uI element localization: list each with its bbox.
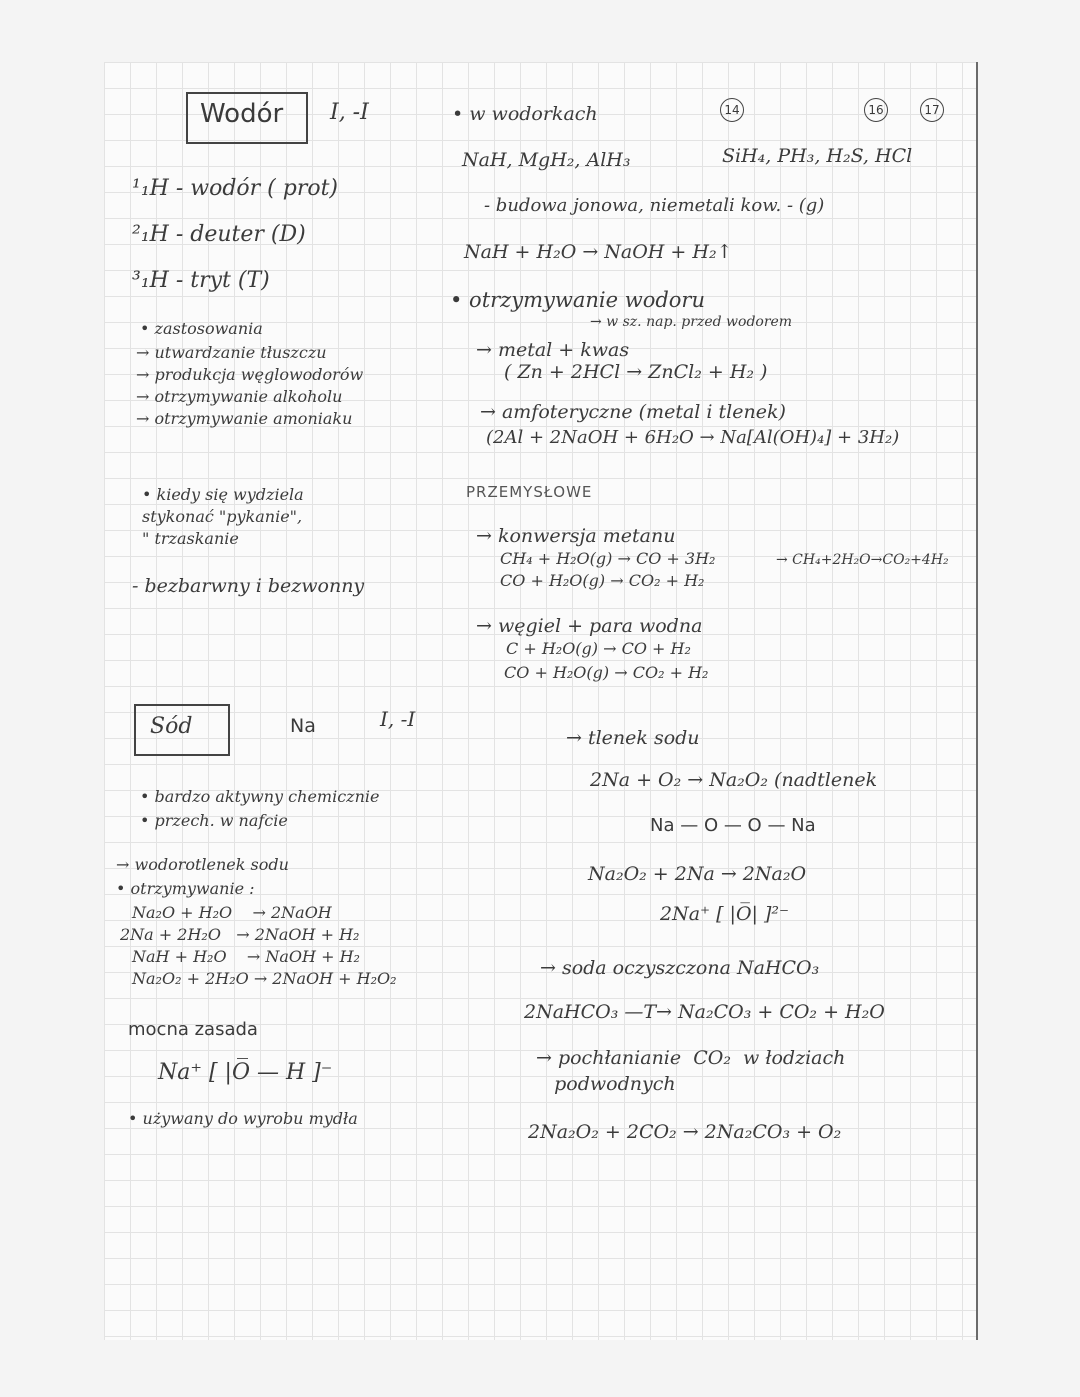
coal-equation-2: CO + H₂O(g) → CO₂ + H₂ — [504, 663, 709, 682]
sodium-oxidation-states: I, -I — [380, 707, 416, 731]
oxide-equation: Na₂O₂ + 2Na → 2Na₂O — [588, 863, 807, 885]
sodium-title: Sód — [150, 714, 193, 739]
oxide-lewis-structure: 2Na⁺ [ |O̅| ]²⁻ — [660, 903, 790, 925]
sodium-fact: • bardzo aktywny chemicznie — [140, 787, 380, 806]
isotope-tritium: ³₁H - tryt (T) — [132, 268, 270, 293]
hydroxide-reaction: NaH + H₂O → NaOH + H₂ — [132, 947, 360, 966]
sodium-fact: • przech. w nafcie — [140, 811, 288, 830]
use-item: → produkcja węglowodorów — [136, 365, 364, 384]
release-note-line: • kiedy się wydziela — [142, 485, 304, 504]
hydrogen-oxidation-states: I, -I — [330, 100, 369, 125]
hydrides-title: • w wodorkach — [452, 103, 598, 125]
amphoteric-equation: (2Al + 2NaOH + 6H₂O → Na[Al(OH)₄] + 3H₂) — [486, 427, 900, 448]
ionic-hydrides: NaH, MgH₂, AlH₃ — [462, 149, 631, 171]
hydrogen-title: Wodór — [200, 99, 284, 129]
coal-equation-1: C + H₂O(g) → CO + H₂ — [506, 639, 691, 658]
peroxide-equation: 2Na + O₂ → Na₂O₂ (nadtlenek — [590, 769, 878, 791]
hydroxide-title: → wodorotlenek sodu — [116, 855, 289, 874]
strong-base: mocna zasada — [128, 1019, 258, 1040]
obtaining-note: → w sz. nap. przed wodorem — [590, 314, 793, 330]
release-note-line: stykonać "pykanie", — [142, 507, 303, 526]
obtaining-title: • otrzymywanie wodoru — [450, 288, 705, 312]
metal-acid: → metal + kwas — [476, 339, 630, 361]
naoh-lewis-structure: Na⁺ [ |O̅ — H ]⁻ — [158, 1060, 333, 1085]
metal-acid-equation: ( Zn + 2HCl → ZnCl₂ + H₂ ) — [504, 361, 768, 383]
use-item: → otrzymywanie amoniaku — [136, 409, 353, 428]
isotope-protium: ¹₁H - wodór ( prot) — [132, 176, 339, 201]
methane-equation-2: CO + H₂O(g) → CO₂ + H₂ — [500, 571, 705, 590]
co2-absorption-equation: 2Na₂O₂ + 2CO₂ → 2Na₂CO₃ + O₂ — [528, 1121, 842, 1143]
amphoteric: → amfoteryczne (metal i tlenek) — [480, 401, 786, 423]
hydroxide-obtaining-title: • otrzymywanie : — [116, 879, 255, 898]
co2-absorption: podwodnych — [536, 1073, 676, 1095]
coal-steam: → węgiel + para wodna — [476, 615, 703, 637]
co2-absorption: → pochłanianie CO₂ w łodziach — [536, 1047, 846, 1069]
baking-soda-equation: 2NaHCO₃ —T→ Na₂CO₃ + CO₂ + H₂O — [524, 1001, 885, 1023]
hydride-bonding: - budowa jonowa, niemetali kow. - (g) — [484, 195, 825, 216]
methane-sum: → CH₄+2H₂O→CO₂+4H₂ — [776, 552, 949, 568]
covalent-hydrides: SiH₄, PH₃, H₂S, HCl — [722, 145, 913, 167]
methane-conversion: → konwersja metanu — [476, 525, 676, 547]
peroxide-structure: Na — O — O — Na — [650, 815, 816, 836]
isotope-deuterium: ²₁H - deuter (D) — [132, 222, 306, 247]
methane-equation-1: CH₄ + H₂O(g) → CO + 3H₂ — [500, 549, 716, 568]
industrial-heading: PRZEMYSŁOWE — [466, 483, 593, 501]
annotation-circle: 17 — [920, 98, 944, 122]
hydroxide-reaction: 2Na + 2H₂O → 2NaOH + H₂ — [120, 925, 360, 944]
hydrogen-properties: - bezbarwny i bezwonny — [132, 575, 365, 597]
baking-soda: → soda oczyszczona NaHCO₃ — [540, 957, 820, 979]
hydroxide-reaction: Na₂O + H₂O → 2NaOH — [132, 903, 332, 922]
sodium-oxide-title: → tlenek sodu — [566, 727, 700, 749]
use-item: → otrzymywanie alkoholu — [136, 387, 343, 406]
sodium-symbol: Na — [290, 715, 316, 737]
release-note-line: " trzaskanie — [142, 529, 239, 548]
hydroxide-reaction: Na₂O₂ + 2H₂O → 2NaOH + H₂O₂ — [132, 969, 397, 988]
uses-title: • zastosowania — [140, 319, 263, 338]
annotation-circle: 14 — [720, 98, 744, 122]
annotation-circle: 16 — [864, 98, 888, 122]
hydride-reaction: NaH + H₂O → NaOH + H₂↑ — [464, 241, 733, 263]
soap-use: • używany do wyrobu mydła — [128, 1109, 358, 1128]
use-item: → utwardzanie tłuszczu — [136, 343, 327, 362]
